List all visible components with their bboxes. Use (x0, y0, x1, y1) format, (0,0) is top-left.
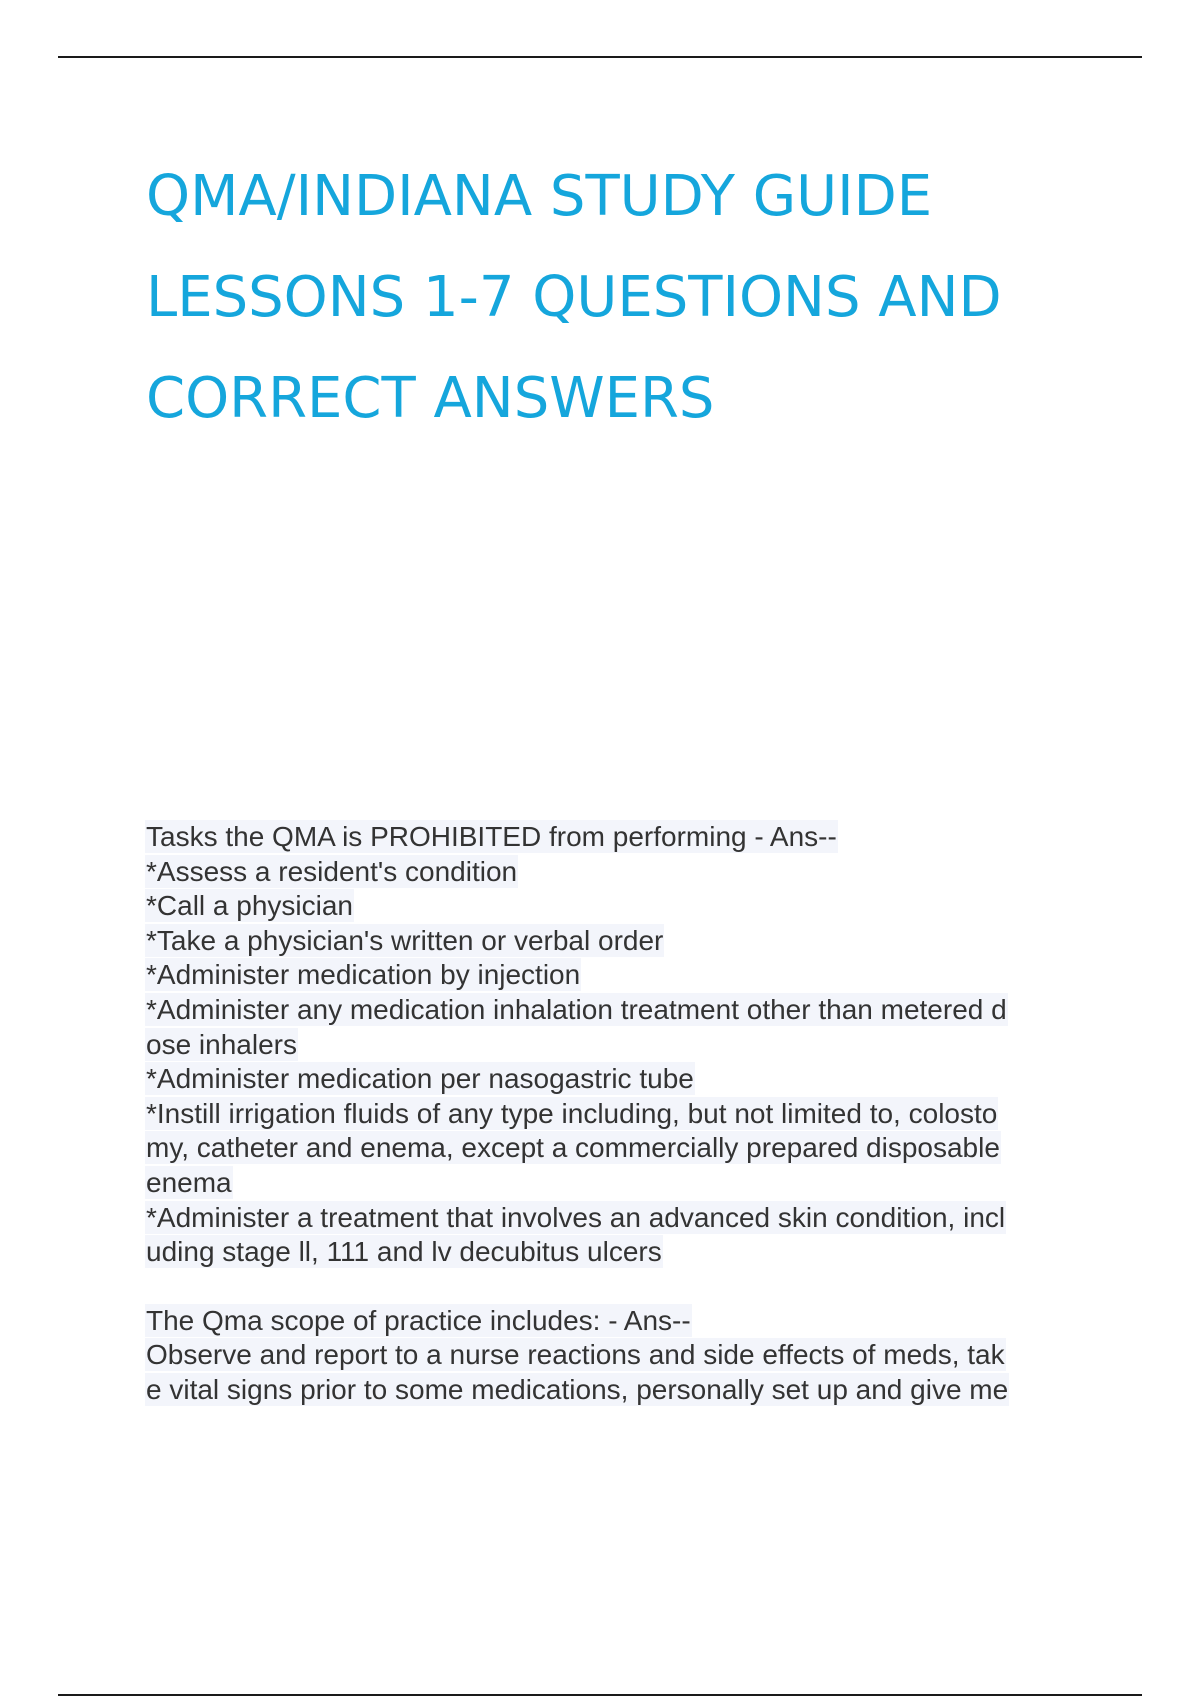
qa-content (146, 820, 1086, 1408)
qa-item-scope-of-practice (146, 1304, 1086, 1408)
answer-line: *Administer medication per nasogastric tube (146, 1063, 694, 1095)
title-line-2: LESSONS 1-7 QUESTIONS AND (146, 265, 1002, 330)
top-rule (58, 56, 1142, 58)
answer-line: e vital signs prior to some medications, personally set up and give me (146, 1373, 1009, 1405)
answer-line: *Administer a treatment that involves an advanced skin condition, incl (146, 1201, 1006, 1233)
answer-line: *Administer medication by injection (146, 959, 581, 991)
answer-line: Observe and report to a nurse reactions and side effects of meds, tak (146, 1339, 1005, 1371)
answer-line: enema (146, 1166, 232, 1198)
answer-line: *Call a physician (146, 890, 353, 922)
answer-line: ose inhalers (146, 1028, 297, 1060)
question-text: The Qma scope of practice includes: - Ans-- (146, 1304, 691, 1336)
answer-line: *Administer any medication inhalation treatment other than metered d (146, 993, 1007, 1025)
answer-line: *Instill irrigation fluids of any type including, but not limited to, colosto (146, 1097, 998, 1129)
answer-line: *Take a physician's written or verbal order (146, 924, 664, 956)
qa-item-prohibited-tasks (146, 820, 1086, 1270)
question-text: Tasks the QMA is PROHIBITED from performing - Ans-- (146, 821, 837, 852)
bottom-rule (58, 1694, 1142, 1696)
answer-line: *Assess a resident's condition (146, 855, 518, 887)
document-title (146, 146, 1106, 449)
paragraph-gap (146, 1270, 1086, 1304)
title-line-1: QMA/INDIANA STUDY GUIDE (146, 164, 933, 229)
title-line-3: CORRECT ANSWERS (146, 366, 715, 431)
answer-line: uding stage ll, 111 and lv decubitus ulcers (146, 1236, 662, 1268)
answer-line: my, catheter and enema, except a commercially prepared disposable (146, 1132, 1000, 1164)
